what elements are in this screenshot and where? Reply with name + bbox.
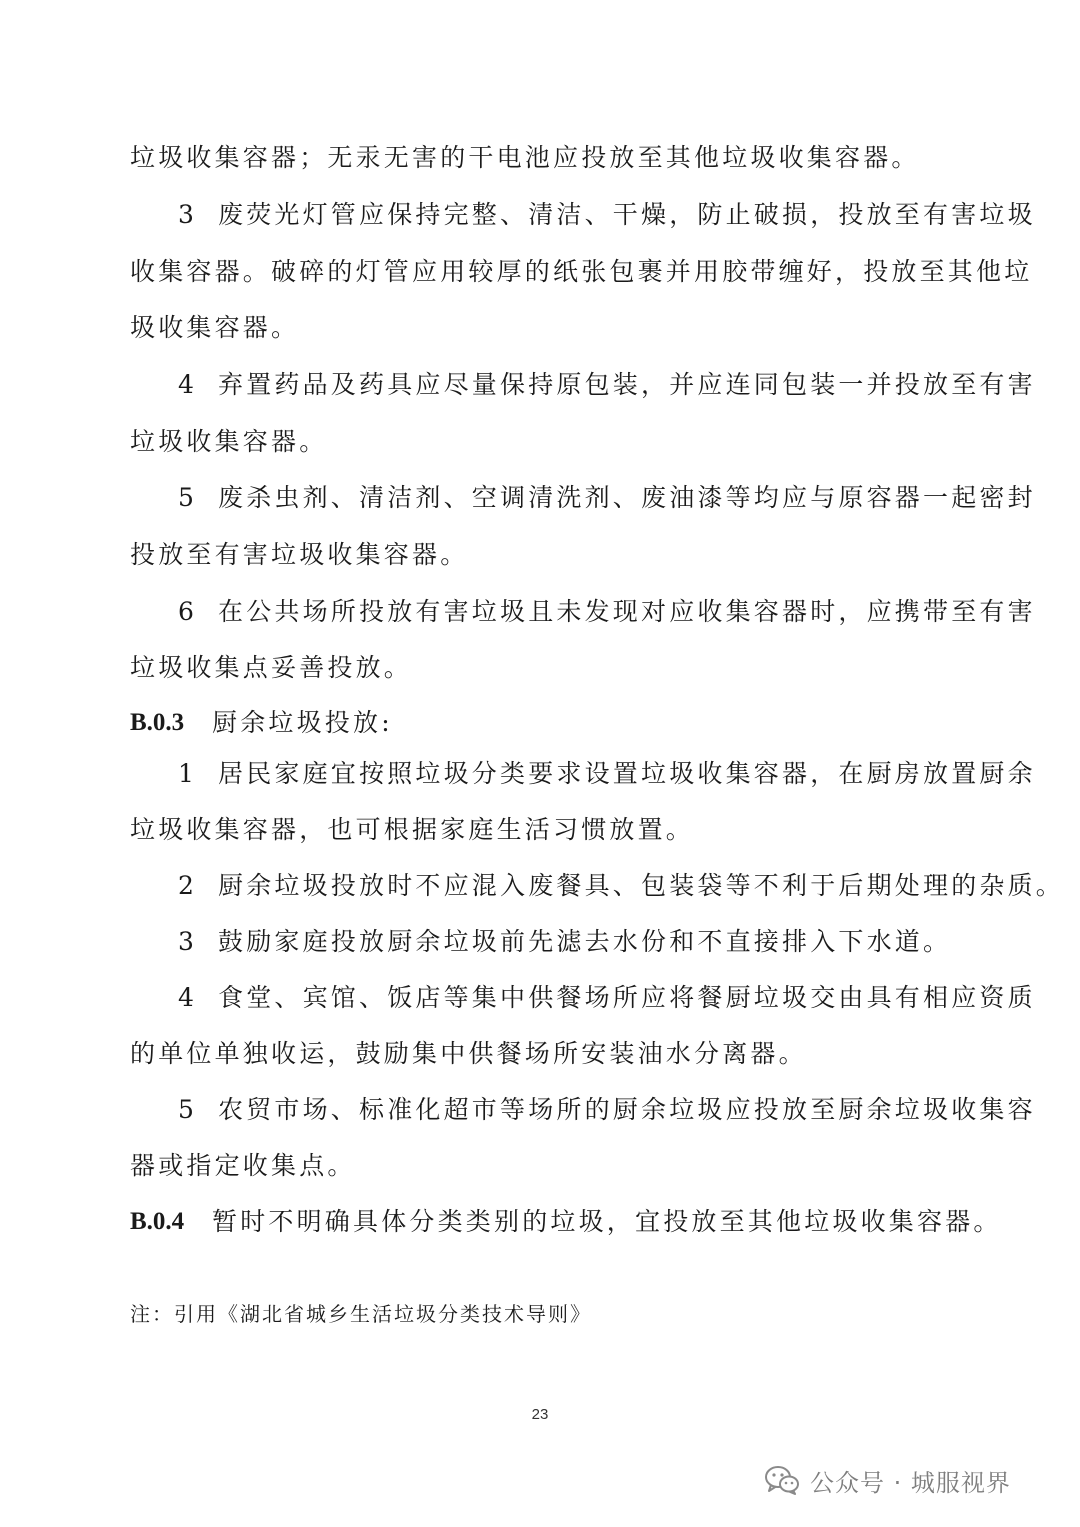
item-number: 3 — [178, 927, 194, 956]
item-text: 废杀虫剂、清洁剂、空调清洗剂、废油漆等均应与原容器一起密封 — [218, 483, 1036, 512]
item-number: 1 — [178, 759, 194, 788]
section-title: 厨余垃圾投放: — [212, 708, 393, 737]
item-text: 在公共场所投放有害垃圾且未发现对应收集容器时，应携带至有害 — [218, 597, 1036, 626]
page-number: 23 — [531, 1406, 549, 1423]
item-text: 农贸市场、标准化超市等场所的厨余垃圾应投放至厨余垃圾收集容 — [218, 1095, 1036, 1124]
section-number: B.0.4 — [130, 1208, 185, 1235]
section-number: B.0.3 — [130, 709, 185, 736]
watermark — [764, 1458, 1011, 1502]
paragraph-text: 器或指定收集点。 — [130, 1151, 356, 1180]
paragraph-text: 垃圾收集点妥善投放。 — [130, 653, 413, 682]
item-text: 废荧光灯管应保持完整、清洁、干燥，防止破损，投放至有害垃圾 — [218, 200, 1036, 229]
paragraph-text: 垃圾收集容器，也可根据家庭生活习惯放置。 — [130, 815, 695, 844]
paragraph-text: 垃圾收集容器。 — [130, 427, 328, 456]
item-text: 厨余垃圾投放时不应混入废餐具、包装袋等不利于后期处理的杂质。 — [218, 871, 1065, 900]
item-number: 3 — [178, 200, 194, 229]
citation-note: 注：引用《湖北省城乡生活垃圾分类技术导则》 — [130, 1302, 592, 1326]
paragraph-text: 投放至有害垃圾收集容器。 — [130, 540, 469, 569]
item-number: 4 — [178, 370, 194, 399]
item-number: 5 — [178, 1095, 194, 1124]
paragraph-text: 收集容器。破碎的灯管应用较厚的纸张包裹并用胶带缠好，投放至其他垃 — [130, 257, 1033, 286]
wechat-icon — [764, 1465, 800, 1495]
watermark-text: 公众号 · 城服视界 — [810, 1468, 1011, 1497]
item-number: 4 — [178, 983, 194, 1012]
item-text: 鼓励家庭投放厨余垃圾前先滤去水份和不直接排入下水道。 — [218, 927, 952, 956]
paragraph-text: 的单位单独收运，鼓励集中供餐场所安装油水分离器。 — [130, 1039, 807, 1068]
item-text: 弃置药品及药具应尽量保持原包装，并应连同包装一并投放至有害 — [218, 370, 1036, 399]
item-number: 2 — [178, 871, 194, 900]
section-text: 暂时不明确具体分类类别的垃圾，宜投放至其他垃圾收集容器。 — [212, 1207, 1002, 1236]
item-text: 食堂、宾馆、饭店等集中供餐场所应将餐厨垃圾交由具有相应资质 — [218, 983, 1036, 1012]
paragraph-text: 圾收集容器。 — [130, 313, 300, 342]
item-number: 5 — [178, 483, 194, 512]
item-number: 6 — [178, 597, 194, 626]
item-text: 居民家庭宜按照垃圾分类要求设置垃圾收集容器，在厨房放置厨余 — [218, 759, 1036, 788]
paragraph-text: 垃圾收集容器；无汞无害的干电池应投放至其他垃圾收集容器。 — [130, 143, 920, 172]
